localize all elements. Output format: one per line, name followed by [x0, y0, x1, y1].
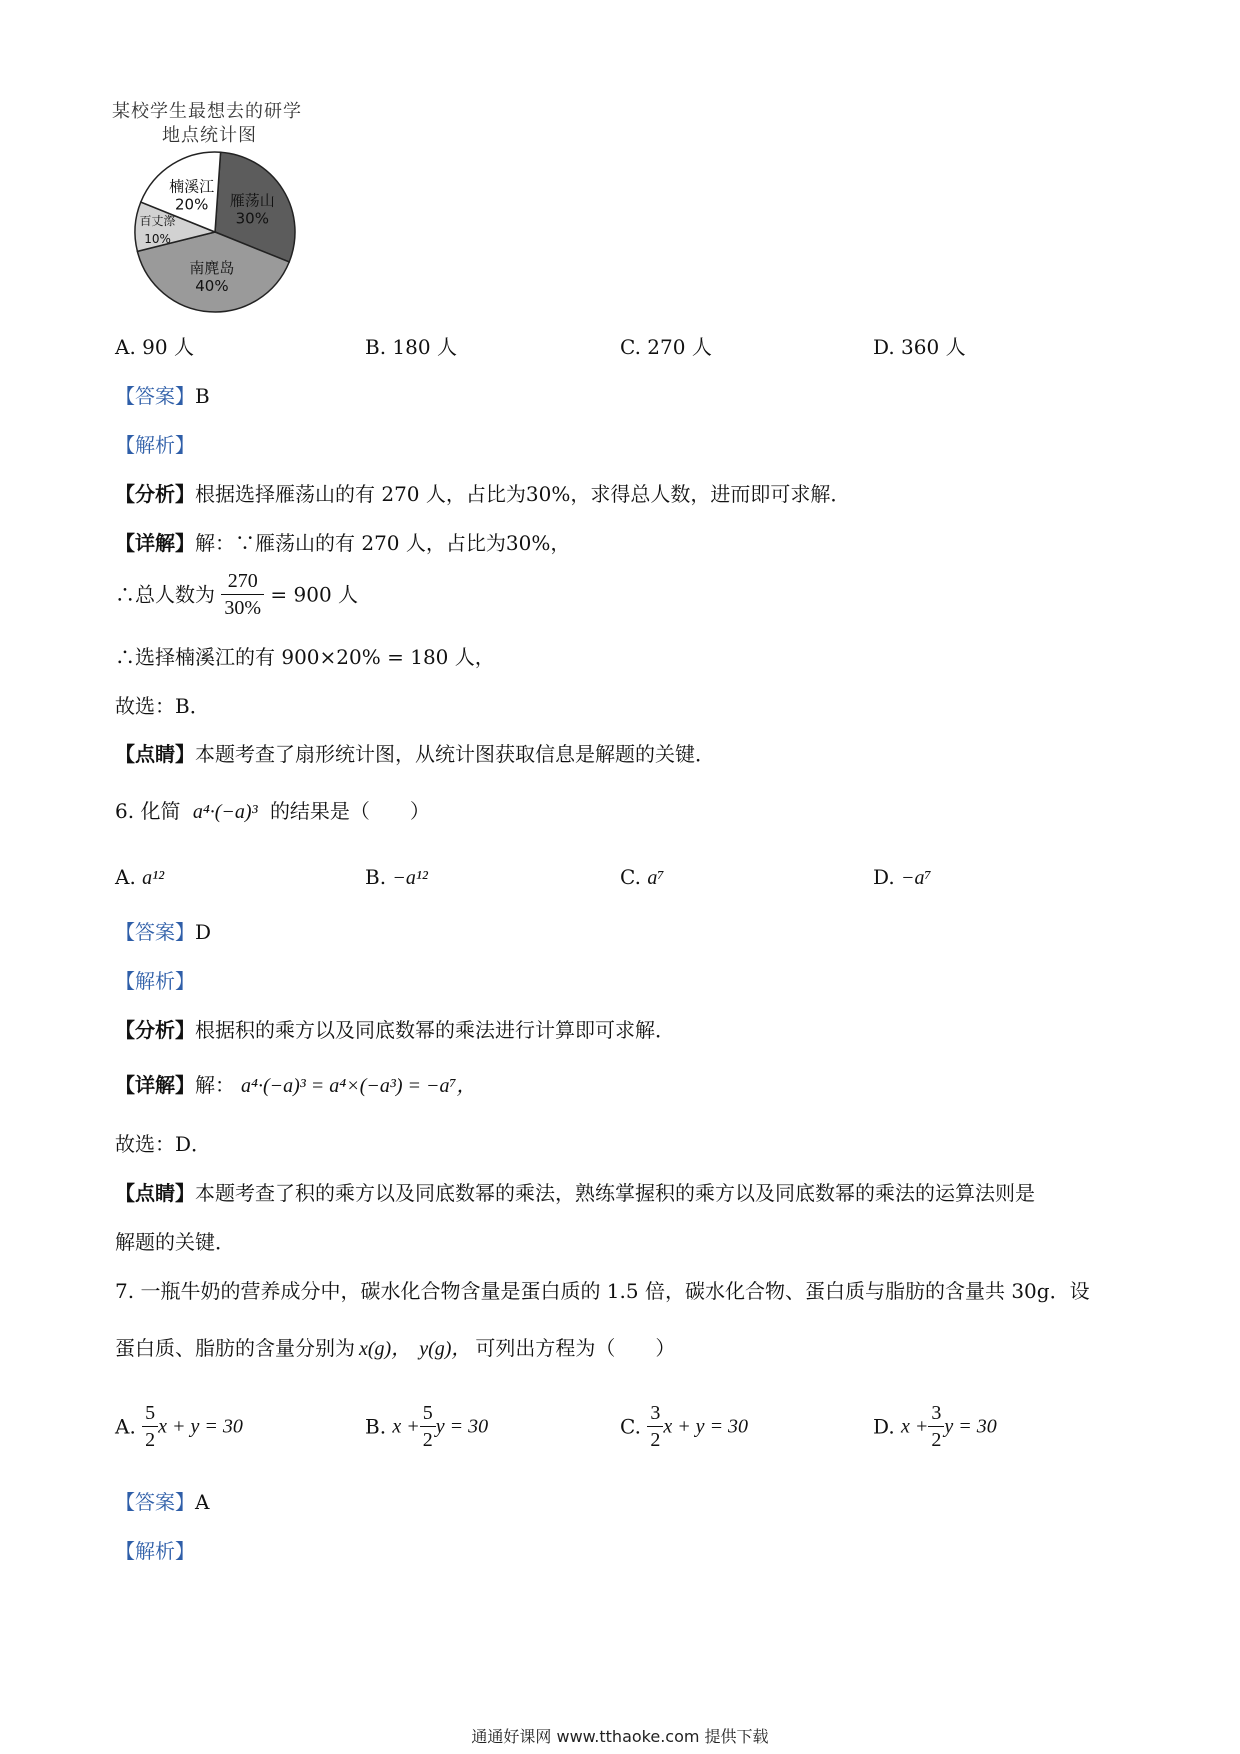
q7-option-d[interactable]: D. x + $\frac{3}{2}$ y = 30 — [873, 1402, 997, 1451]
q7-answer: 【答案】A — [115, 1490, 210, 1514]
q5-choice: 故选：B． — [115, 694, 210, 718]
q5-fraction: $\frac{270}{30\%}$ — [221, 568, 264, 621]
q6-analysis-tag: 【解析】 — [115, 969, 195, 993]
pie-label-3: 楠溪江 — [169, 177, 215, 196]
q7-option-c[interactable]: C. $\frac{3}{2}$ x + y = 30 — [620, 1402, 749, 1451]
chart-title: 某校学生最想去的研学 地点统计图 — [112, 101, 302, 146]
q7-option-b[interactable]: B. x + $\frac{5}{2}$ y = 30 — [365, 1402, 489, 1451]
q6-answer: 【答案】D — [115, 920, 212, 944]
q5-step2: ∴选择楠溪江的有 900×20% = 180 人， — [115, 645, 495, 669]
q7-option-a[interactable]: A. $\frac{5}{2}$ x + y = 30 — [115, 1402, 243, 1451]
q6-option-b[interactable]: B. −a¹² — [365, 865, 428, 889]
q6-option-a[interactable]: A. a¹² — [115, 865, 165, 889]
q6-choice: 故选：D． — [115, 1132, 212, 1156]
pie-chart — [115, 145, 315, 320]
q7-analysis-tag: 【解析】 — [115, 1539, 195, 1563]
footer: 通通好课网 www.tthaoke.com 提供下载 — [471, 1727, 769, 1746]
q5-option-c[interactable]: C. 270 人 — [620, 335, 712, 359]
pie-label-1: 南麂岛 — [189, 258, 235, 277]
pie-value-1: 40% — [195, 276, 229, 295]
q5-option-d[interactable]: D. 360 人 — [873, 335, 966, 359]
q6-dianjing-1: 【点睛】本题考查了积的乘方以及同底数幂的乘法，熟练掌握积的乘方以及同底数幂的乘法的运算法则是 — [115, 1181, 1035, 1205]
q5-fenxi: 【分析】根据选择雁荡山的有 270 人，占比为30%，求得总人数，进而即可求解． — [115, 482, 851, 506]
q5-analysis-tag: 【解析】 — [115, 433, 195, 457]
q6-dianjing-2: 解题的关键． — [115, 1230, 235, 1254]
q5-step1: ∴总人数为 $\frac{270}{30\%}$ = 900 人 — [115, 570, 359, 619]
pie-value-3: 20% — [175, 195, 209, 214]
q7-stem-1: 7. 一瓶牛奶的营养成分中，碳水化合物含量是蛋白质的 1.5 倍，碳水化合物、蛋白质与脂肪的含量共 30g．设 — [115, 1279, 1090, 1303]
pie-value-0: 30% — [235, 209, 269, 228]
q6-stem: 6. 化简 a⁴·(−a)³ 的结果是（ ） — [115, 799, 430, 823]
pie-label-2: 百丈漈 — [139, 213, 176, 228]
q5-answer: 【答案】B — [115, 384, 210, 408]
q6-option-c[interactable]: C. a⁷ — [620, 865, 665, 889]
q5-option-b[interactable]: B. 180 人 — [365, 335, 457, 359]
pie-label-0: 雁荡山 — [229, 191, 275, 210]
q6-xiangjie: 【详解】解： a⁴·(−a)³ = a⁴×(−a³) = −a⁷， — [115, 1073, 477, 1097]
q5-option-a[interactable]: A. 90 人 — [115, 335, 194, 359]
q6-option-d[interactable]: D. −a⁷ — [873, 865, 932, 889]
q6-fenxi: 【分析】根据积的乘方以及同底数幂的乘法进行计算即可求解． — [115, 1018, 675, 1042]
pie-value-2: 10% — [144, 231, 171, 246]
q7-stem-2: 蛋白质、脂肪的含量分别为 x(g)， y(g)， 可列出方程为（ ） — [115, 1336, 676, 1360]
q5-xiangjie: 【详解】解：∵雁荡山的有 270 人，占比为30%， — [115, 531, 571, 555]
q5-dianjing: 【点睛】本题考查了扇形统计图，从统计图获取信息是解题的关键． — [115, 742, 715, 766]
